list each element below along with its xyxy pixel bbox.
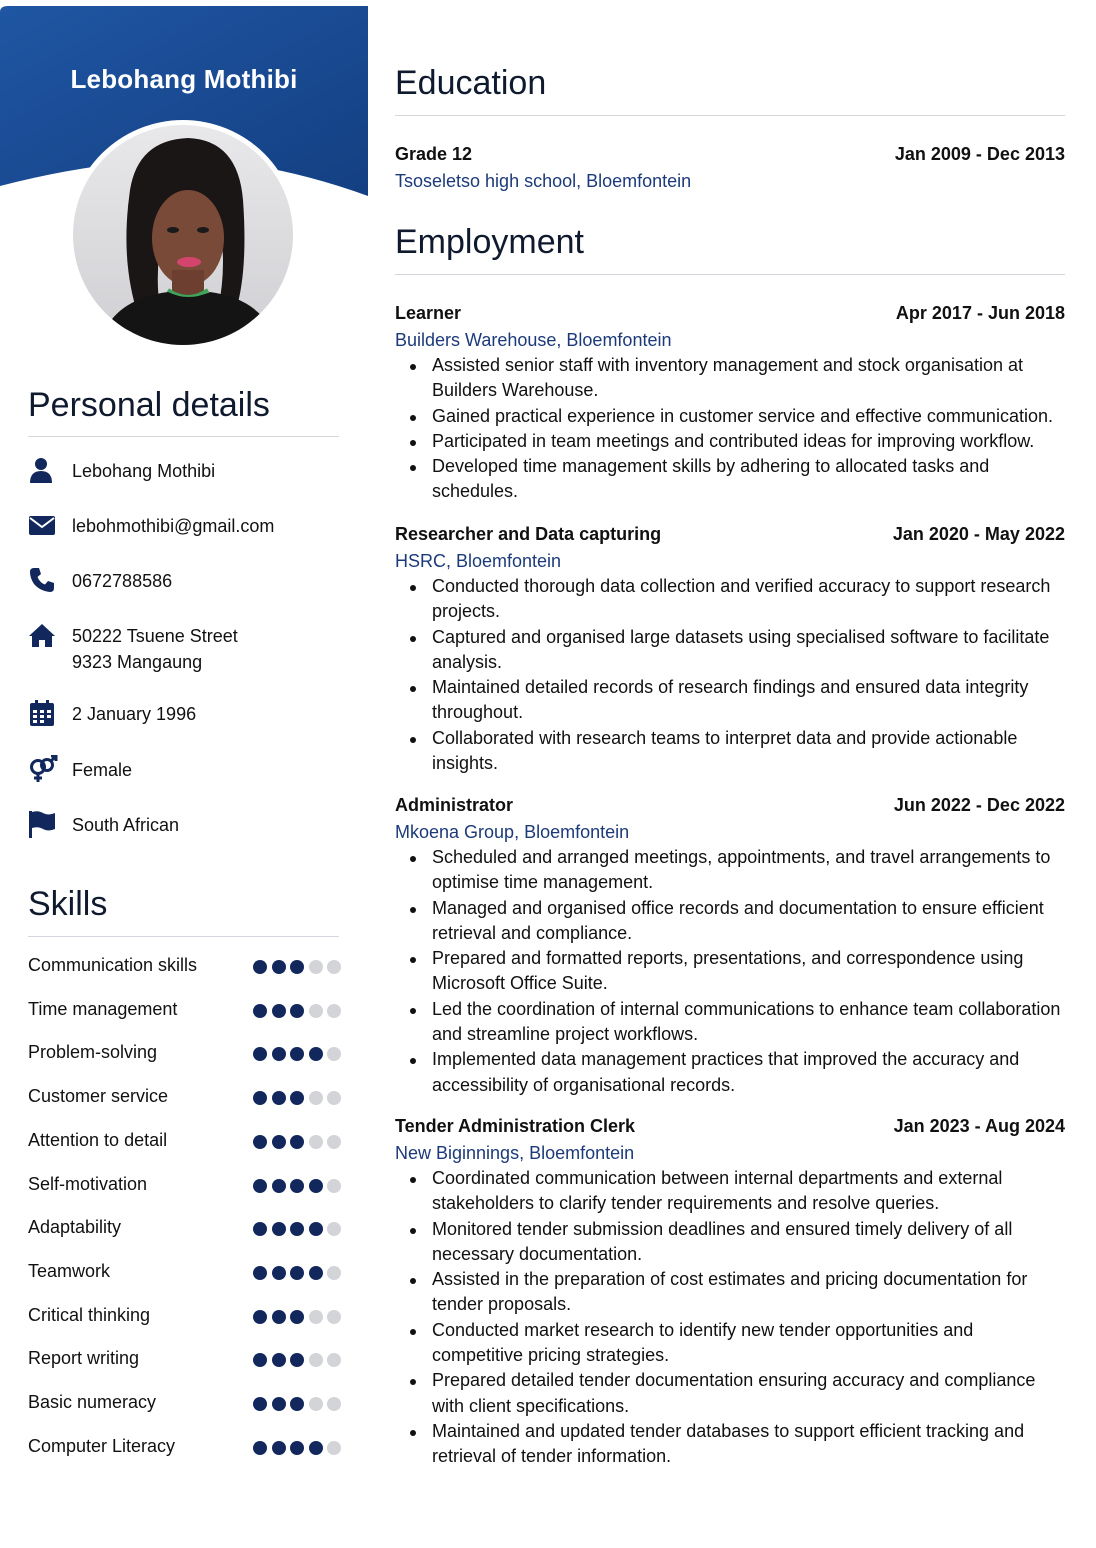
skill-name: Customer service bbox=[28, 1086, 169, 1106]
rating-dot-filled bbox=[272, 1135, 286, 1149]
skill-row bbox=[28, 1392, 340, 1416]
job-entry bbox=[395, 795, 1065, 1098]
rating-dot-empty bbox=[327, 1091, 341, 1105]
job-bullet: Conducted thorough data collection and verified accuracy to support research projects. bbox=[395, 574, 1065, 625]
detail-birthdate-text: 2 January 1996 bbox=[72, 704, 197, 724]
skill-row bbox=[28, 1042, 340, 1066]
skill-row bbox=[28, 1305, 340, 1329]
skill-rating bbox=[253, 1353, 343, 1367]
skills-heading: Skills bbox=[28, 885, 108, 923]
gender-icon bbox=[28, 755, 56, 783]
job-bullet: Developed time management skills by adhering to allocated tasks and schedules. bbox=[395, 454, 1065, 505]
skill-name: Critical thinking bbox=[28, 1305, 151, 1325]
job-bullet-list bbox=[395, 353, 1065, 505]
education-date: Jan 2009 - Dec 2013 bbox=[894, 144, 1065, 164]
rating-dot-filled bbox=[309, 1222, 323, 1236]
employment-divider bbox=[395, 274, 1065, 275]
job-company: Mkoena Group, Bloemfontein bbox=[395, 822, 630, 842]
calendar-icon bbox=[28, 699, 56, 727]
job-date: Jun 2022 - Dec 2022 bbox=[893, 795, 1065, 815]
skill-row bbox=[28, 1086, 340, 1110]
detail-address-line2: 9323 Mangaung bbox=[72, 652, 203, 672]
job-bullet: Collaborated with research teams to interpret data and provide actionable insights. bbox=[395, 726, 1065, 777]
flag-icon bbox=[28, 810, 56, 838]
job-title: Learner bbox=[395, 303, 462, 323]
job-bullet: Prepared detailed tender documentation ensuring accuracy and compliance with client specifications. bbox=[395, 1368, 1065, 1419]
education-divider bbox=[395, 115, 1065, 116]
rating-dot-filled bbox=[290, 1397, 304, 1411]
rating-dot-filled bbox=[253, 1004, 267, 1018]
rating-dot-filled bbox=[272, 1266, 286, 1280]
job-bullet: Gained practical experience in customer service and effective communication. bbox=[395, 404, 1065, 429]
job-bullet-list bbox=[395, 574, 1065, 776]
rating-dot-empty bbox=[327, 1310, 341, 1324]
job-title: Administrator bbox=[395, 795, 514, 815]
rating-dot-filled bbox=[290, 1004, 304, 1018]
rating-dot-empty bbox=[327, 1047, 341, 1061]
skill-rating bbox=[253, 1310, 343, 1324]
job-company: New Biginnings, Bloemfontein bbox=[395, 1143, 635, 1163]
education-title: Grade 12 bbox=[395, 144, 473, 164]
rating-dot-empty bbox=[327, 1179, 341, 1193]
detail-name bbox=[28, 456, 348, 486]
rating-dot-filled bbox=[272, 1441, 286, 1455]
rating-dot-filled bbox=[253, 1353, 267, 1367]
rating-dot-empty bbox=[309, 1353, 323, 1367]
rating-dot-empty bbox=[327, 1004, 341, 1018]
skill-row bbox=[28, 955, 340, 979]
rating-dot-filled bbox=[272, 1310, 286, 1324]
rating-dot-empty bbox=[309, 1135, 323, 1149]
skill-rating bbox=[253, 1091, 343, 1105]
skill-row bbox=[28, 1261, 340, 1285]
job-bullet: Led the coordination of internal communications to enhance team collaboration and streamline project workflows. bbox=[395, 997, 1065, 1048]
education-heading: Education bbox=[395, 64, 547, 102]
job-bullet: Scheduled and arranged meetings, appointments, and travel arrangements to optimise time management. bbox=[395, 845, 1065, 896]
skill-row bbox=[28, 1348, 340, 1372]
profile-photo bbox=[68, 120, 298, 350]
personal-details-heading: Personal details bbox=[28, 386, 270, 424]
person-icon bbox=[28, 456, 56, 484]
job-bullet: Captured and organised large datasets using specialised software to facilitate analysis. bbox=[395, 625, 1065, 676]
rating-dot-empty bbox=[309, 1397, 323, 1411]
rating-dot-filled bbox=[309, 1047, 323, 1061]
detail-email bbox=[28, 511, 348, 541]
skill-name: Teamwork bbox=[28, 1261, 111, 1281]
rating-dot-filled bbox=[290, 1310, 304, 1324]
rating-dot-empty bbox=[327, 960, 341, 974]
rating-dot-empty bbox=[327, 1441, 341, 1455]
rating-dot-empty bbox=[327, 1135, 341, 1149]
job-entry bbox=[395, 1116, 1065, 1470]
detail-birthdate bbox=[28, 699, 348, 729]
rating-dot-filled bbox=[272, 1004, 286, 1018]
rating-dot-empty bbox=[327, 1397, 341, 1411]
job-bullet: Maintained detailed records of research findings and ensured data integrity throughout. bbox=[395, 675, 1065, 726]
rating-dot-filled bbox=[290, 1091, 304, 1105]
skills-divider bbox=[28, 936, 339, 937]
job-company: HSRC, Bloemfontein bbox=[395, 551, 562, 571]
rating-dot-filled bbox=[253, 1135, 267, 1149]
rating-dot-filled bbox=[290, 1353, 304, 1367]
rating-dot-filled bbox=[290, 960, 304, 974]
rating-dot-empty bbox=[309, 1004, 323, 1018]
skill-name: Basic numeracy bbox=[28, 1392, 157, 1412]
job-date: Jan 2023 - Aug 2024 bbox=[893, 1116, 1065, 1136]
rating-dot-filled bbox=[290, 1047, 304, 1061]
detail-gender bbox=[28, 755, 348, 785]
skill-row bbox=[28, 1217, 340, 1241]
envelope-icon bbox=[28, 511, 56, 539]
skill-rating bbox=[253, 1135, 343, 1149]
job-bullet: Conducted market research to identify new tender opportunities and competitive pricing strategies. bbox=[395, 1318, 1065, 1369]
rating-dot-filled bbox=[290, 1441, 304, 1455]
rating-dot-filled bbox=[253, 1222, 267, 1236]
rating-dot-filled bbox=[253, 1047, 267, 1061]
skill-rating bbox=[253, 1397, 343, 1411]
rating-dot-filled bbox=[290, 1179, 304, 1193]
rating-dot-empty bbox=[309, 1091, 323, 1105]
rating-dot-filled bbox=[272, 1397, 286, 1411]
skill-name: Communication skills bbox=[28, 955, 198, 975]
detail-phone bbox=[28, 566, 348, 596]
detail-name-text: Lebohang Mothibi bbox=[72, 461, 216, 481]
job-bullet: Assisted senior staff with inventory management and stock organisation at Builders Warehouse. bbox=[395, 353, 1065, 404]
job-bullet-list bbox=[395, 845, 1065, 1098]
education-institution: Tsoseletso high school, Bloemfontein bbox=[395, 171, 692, 191]
job-title: Researcher and Data capturing bbox=[395, 524, 662, 544]
rating-dot-filled bbox=[253, 960, 267, 974]
rating-dot-filled bbox=[309, 1441, 323, 1455]
job-date: Jan 2020 - May 2022 bbox=[892, 524, 1065, 544]
detail-phone-text: 0672788586 bbox=[72, 571, 173, 591]
phone-icon bbox=[28, 566, 56, 594]
rating-dot-filled bbox=[272, 1047, 286, 1061]
skill-name: Attention to detail bbox=[28, 1130, 168, 1150]
rating-dot-filled bbox=[272, 1179, 286, 1193]
skill-name: Adaptability bbox=[28, 1217, 122, 1237]
rating-dot-filled bbox=[309, 1266, 323, 1280]
rating-dot-filled bbox=[290, 1266, 304, 1280]
rating-dot-filled bbox=[253, 1441, 267, 1455]
rating-dot-empty bbox=[327, 1266, 341, 1280]
rating-dot-filled bbox=[272, 1222, 286, 1236]
skill-name: Report writing bbox=[28, 1348, 140, 1368]
rating-dot-filled bbox=[253, 1310, 267, 1324]
job-bullet: Participated in team meetings and contributed ideas for improving workflow. bbox=[395, 429, 1065, 454]
rating-dot-filled bbox=[309, 1179, 323, 1193]
rating-dot-filled bbox=[290, 1222, 304, 1236]
education-entry bbox=[395, 144, 1065, 194]
job-bullet: Assisted in the preparation of cost estimates and pricing documentation for tender proposals. bbox=[395, 1267, 1065, 1318]
rating-dot-filled bbox=[253, 1397, 267, 1411]
job-date: Apr 2017 - Jun 2018 bbox=[895, 303, 1065, 323]
job-bullet: Prepared and formatted reports, presentations, and correspondence using Microsoft Office Suite. bbox=[395, 946, 1065, 997]
skill-rating bbox=[253, 1179, 343, 1193]
detail-nationality-text: South African bbox=[72, 815, 180, 835]
job-company: Builders Warehouse, Bloemfontein bbox=[395, 330, 672, 350]
rating-dot-empty bbox=[327, 1353, 341, 1367]
skill-row bbox=[28, 999, 340, 1023]
rating-dot-empty bbox=[309, 960, 323, 974]
skill-rating bbox=[253, 1222, 343, 1236]
skill-row bbox=[28, 1436, 340, 1460]
detail-address-line1: 50222 Tsuene Street bbox=[72, 626, 238, 646]
detail-email-text: lebohmothibi@gmail.com bbox=[72, 516, 275, 536]
detail-nationality bbox=[28, 810, 348, 840]
skill-rating bbox=[253, 1004, 343, 1018]
skill-row bbox=[28, 1130, 340, 1154]
rating-dot-filled bbox=[290, 1135, 304, 1149]
rating-dot-filled bbox=[272, 1091, 286, 1105]
job-entry bbox=[395, 524, 1065, 776]
job-bullet: Monitored tender submission deadlines and ensured timely delivery of all necessary documentation. bbox=[395, 1217, 1065, 1268]
skill-name: Computer Literacy bbox=[28, 1436, 176, 1456]
skill-name: Self-motivation bbox=[28, 1174, 148, 1194]
rating-dot-filled bbox=[253, 1179, 267, 1193]
rating-dot-filled bbox=[253, 1091, 267, 1105]
skill-rating bbox=[253, 1266, 343, 1280]
rating-dot-filled bbox=[272, 1353, 286, 1367]
skill-rating bbox=[253, 1441, 343, 1455]
detail-address bbox=[28, 621, 348, 677]
rating-dot-empty bbox=[327, 1222, 341, 1236]
skill-rating bbox=[253, 1047, 343, 1061]
skill-row bbox=[28, 1174, 340, 1198]
job-bullet: Implemented data management practices that improved the accuracy and accessibility of organisational records. bbox=[395, 1047, 1065, 1098]
employment-heading: Employment bbox=[395, 223, 584, 261]
rating-dot-filled bbox=[253, 1266, 267, 1280]
home-icon bbox=[28, 621, 56, 649]
job-bullet: Maintained and updated tender databases to support efficient tracking and retrieval of tender information. bbox=[395, 1419, 1065, 1470]
job-entry bbox=[395, 303, 1065, 505]
rating-dot-filled bbox=[272, 960, 286, 974]
job-bullet-list bbox=[395, 1166, 1065, 1470]
skill-rating bbox=[253, 960, 343, 974]
job-bullet: Coordinated communication between internal departments and external stakeholders to clarify tender requirements and resolve queries. bbox=[395, 1166, 1065, 1217]
job-title: Tender Administration Clerk bbox=[395, 1116, 636, 1136]
skill-name: Time management bbox=[28, 999, 178, 1019]
candidate-name: Lebohang Mothibi bbox=[70, 64, 298, 94]
skill-name: Problem-solving bbox=[28, 1042, 158, 1062]
detail-gender-text: Female bbox=[72, 760, 133, 780]
personal-details-divider bbox=[28, 436, 339, 437]
job-bullet: Managed and organised office records and documentation to ensure efficient retrieval and compliance. bbox=[395, 896, 1065, 947]
rating-dot-empty bbox=[309, 1310, 323, 1324]
